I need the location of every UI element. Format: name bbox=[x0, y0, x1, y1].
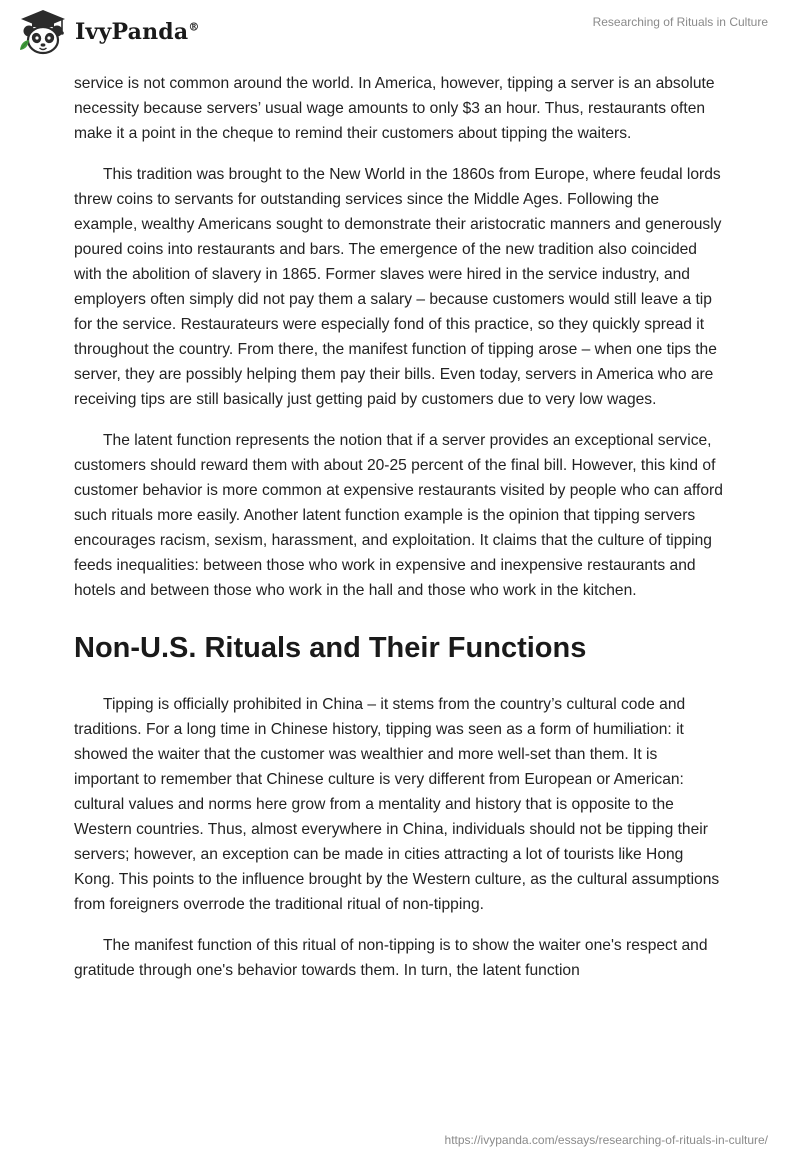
source-url[interactable]: https://ivypanda.com/essays/researching-of-rituals-in-culture/ bbox=[444, 1133, 768, 1147]
paragraph: The manifest function of this ritual of non-tipping is to show the waiter one's respect and gratitude through one's behavior towards them. In turn, the latent function bbox=[74, 937, 708, 979]
page-header bbox=[0, 0, 800, 70]
document-title: Researching of Rituals in Culture bbox=[592, 15, 768, 29]
section-heading: Non-U.S. Rituals and Their Functions bbox=[74, 632, 587, 664]
paragraph: The latent function represents the notion that if a server provides an exceptional service, customers should reward them with about 20-25 percent of the final bill. However, this kind of customer behavior is more common at expensive restaurants visited by people who can afford such rituals more easily. Another latent function example is the opinion that tipping servers encourages racism, sexism, harassment, and exploitation. It claims that the culture of tipping feeds inequalities: between those who work in expensive and inexpensive restaurants and hotels and between those who work in the hall and those who work in the kitchen. bbox=[74, 432, 723, 599]
paragraph: service is not common around the world. In America, however, tipping a server is an absolute necessity because servers’ usual wage amounts to only $3 an hour. Thus, restaurants often make it a point in the cheque to remind their customers about tipping the waiters. bbox=[74, 75, 715, 142]
paragraph: This tradition was brought to the New World in the 1860s from Europe, where feudal lords threw coins to servants for outstanding services since the Middle Ages. Following the example, wealthy Americans sought to demonstrate their aristocratic manners and generously poured coins into restaurants and bars. The emergence of the new tradition also coincided with the abolition of slavery in 1865. Former slaves were hired in the service industry, and employers often simply did not pay them a salary – because customers would still leave a tip for the service. Restaurateurs were especially fond of this practice, so they quickly spread it throughout the country. From there, the manifest function of tipping arose – when one tips the server, they are possibly helping them pay their bills. Even today, servers in America who are receiving tips are still basically just getting paid by customers due to very low wages. bbox=[74, 166, 722, 408]
panda-graduate-icon bbox=[17, 8, 69, 56]
article-body bbox=[74, 71, 726, 999]
brand-name: IvyPanda® bbox=[75, 19, 200, 45]
ivypanda-logo[interactable] bbox=[17, 8, 200, 56]
registered-mark: ® bbox=[188, 20, 200, 34]
paragraph: Tipping is officially prohibited in China – it stems from the country’s cultural code and traditions. For a long time in Chinese history, tipping was seen as a form of humiliation: it showed the waiter that the customer was wealthier and more well-set than them. It is important to remember that Chinese culture is very different from European or American: cultural values and norms here grow from a mentality and history that is opposite to the Western countries. Thus, almost everywhere in China, individuals should not be tipping their servers; however, an exception can be made in cities attracting a lot of tourists like Hong Kong. This points to the influence brought by the Western culture, as the cultural assumptions from foreigners overrode the traditional ritual of non-tipping. bbox=[74, 696, 720, 913]
